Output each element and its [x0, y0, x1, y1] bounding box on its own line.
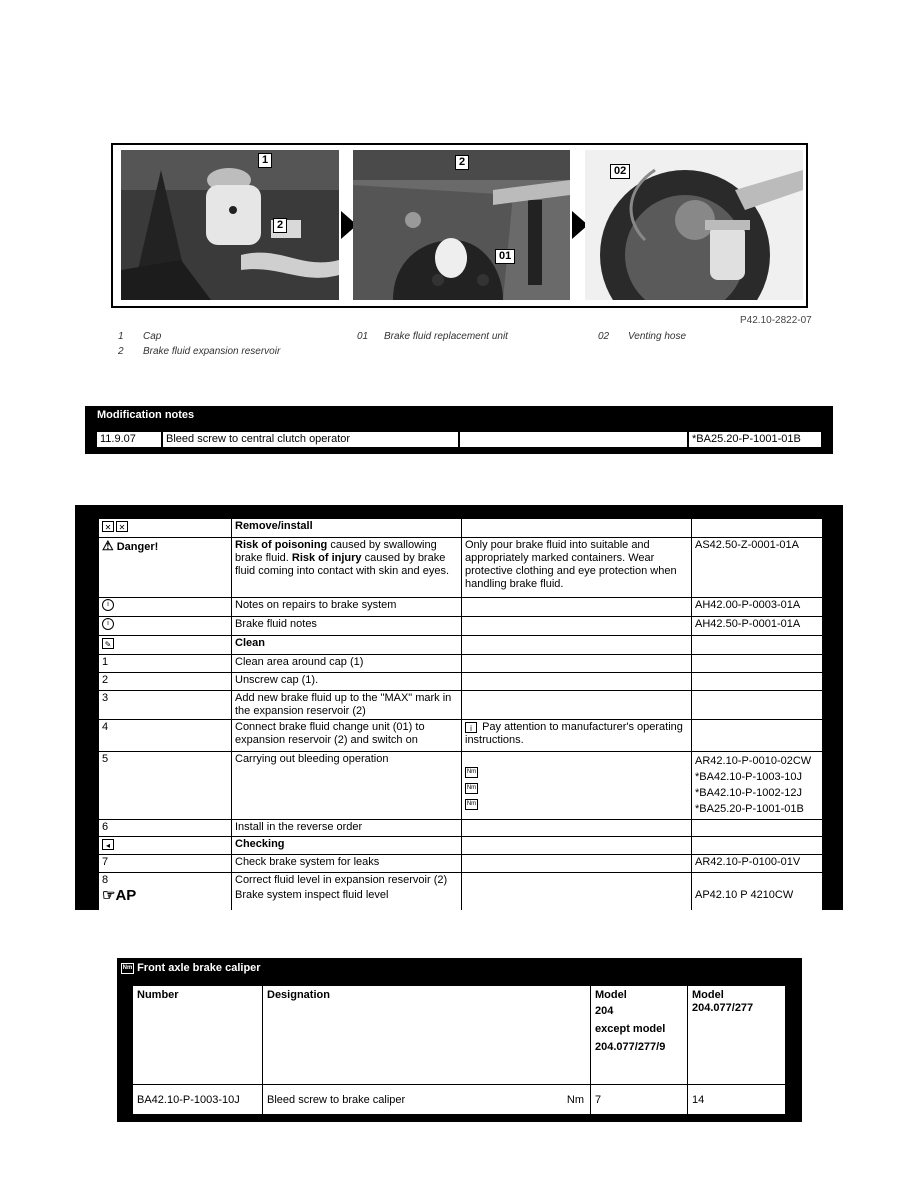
cell-empty [462, 837, 691, 854]
step-8-note [462, 873, 691, 910]
cell-icon [99, 636, 231, 654]
cell-notes-repairs-ref: AH42.00-P-0003-01A [692, 598, 822, 616]
step-6-text: Install in the reverse order [232, 820, 461, 836]
step-3-num: 3 [99, 691, 231, 719]
model-2-a: 204.077/277 [692, 1002, 754, 1014]
row-unit: Nm [566, 1094, 584, 1106]
step-2-note [462, 673, 691, 690]
legend-text-02: Venting hose [628, 331, 687, 342]
step-5-ref-1: AR42.10-P-0010-02CW [695, 755, 812, 767]
step-1-note [462, 655, 691, 672]
cell-danger-ref: AS42.50-Z-0001-01A [692, 538, 822, 597]
torque-icon: Nm [465, 799, 478, 810]
cell-danger [99, 538, 231, 597]
step-7-ref: AR42.10-P-0100-01V [692, 855, 822, 872]
warning-icon: ⚠ [102, 538, 114, 553]
checking-icon: ◂ [102, 839, 114, 850]
step-2-num: 2 [99, 673, 231, 690]
cell-danger-note: Only pour brake fluid into suitable and appropriately marked containers. Wear protective clothing and eye protection when handling brake fluid. [462, 538, 691, 597]
step-2-text: Unscrew cap (1). [232, 673, 461, 690]
info-circle-icon: i [102, 599, 114, 611]
cell-empty [462, 617, 691, 635]
cell-fluid-notes-ref: AH42.50-P-0001-01A [692, 617, 822, 635]
model-1-a: 204 [595, 1005, 614, 1017]
risk-poisoning-rest: caused by swallowing brake fluid. [235, 539, 437, 564]
cell-remove-install: Remove/install [232, 519, 461, 537]
model-2-label: Model [692, 989, 724, 1001]
cell-empty [692, 519, 822, 537]
risk-injury-rest: caused by brake fluid coming into contact with skin and eyes. [235, 552, 450, 577]
model-1-label: Model [595, 989, 627, 1001]
step-8-text: Correct fluid level in expansion reservoir (2) [235, 874, 448, 886]
remove-icon: ✕ [102, 521, 114, 532]
step-7-note [462, 855, 691, 872]
legend-text-2: Brake fluid expansion reservoir [143, 346, 281, 357]
label-hose: 02 [610, 164, 630, 179]
step-4-note: Pay attention to manufacturer's operating instructions. [465, 721, 683, 746]
step-8-sub: Brake system inspect fluid level [235, 889, 389, 901]
mod-text: Bleed screw to central clutch operator [162, 431, 459, 448]
risk-injury: Risk of injury [291, 552, 362, 564]
torque-icon: Nm [465, 783, 478, 794]
info-circle-icon: i [102, 618, 114, 630]
cell-empty [692, 636, 822, 654]
cell-empty [692, 837, 822, 854]
cell-icon [99, 837, 231, 854]
row-designation: Bleed screw to brake caliper [267, 1094, 406, 1106]
step-5-text: Carrying out bleeding operation [232, 752, 461, 819]
cell-empty [462, 519, 691, 537]
cell-icons [99, 519, 231, 537]
step-6-num: 6 [99, 820, 231, 836]
legend-num-02: 02 [598, 331, 610, 342]
legend-text-1: Cap [143, 331, 162, 342]
legend-num-01: 01 [357, 331, 369, 342]
step-5-ref-4: *BA25.20-P-1001-01B [695, 803, 804, 815]
model-1-b: except model [595, 1023, 666, 1035]
step-6-ref [692, 820, 822, 836]
label-reservoir: 2 [273, 218, 287, 233]
cell-empty [462, 598, 691, 616]
label-reservoir-2: 2 [455, 155, 469, 170]
step-1-ref [692, 655, 822, 672]
photo-reservoir-image [121, 150, 339, 300]
modification-notes [85, 406, 833, 454]
step-7-text: Check brake system for leaks [232, 855, 461, 872]
step-3-text: Add new brake fluid up to the "MAX" mark in the expansion reservoir (2) [232, 691, 461, 719]
pointing-hand-icon: ☞ [102, 887, 116, 904]
torque-table [117, 958, 802, 1122]
legend-text-01: Brake fluid replacement unit [384, 331, 508, 342]
torque-icon: Nm [121, 963, 134, 974]
row-number: BA42.10-P-1003-10J [133, 1085, 262, 1114]
step-5-ref-3: *BA42.10-P-1002-12J [695, 787, 803, 799]
torque-icon: Nm [465, 767, 478, 778]
modification-notes-title: Modification notes [97, 409, 195, 421]
torque-title: Front axle brake caliper [137, 962, 261, 974]
step-8-text-cell [232, 873, 461, 910]
cell-icon [99, 598, 231, 616]
ap-label: AP [115, 887, 137, 904]
model-1-c: 204.077/277/9 [595, 1041, 666, 1053]
info-icon: i [465, 722, 477, 733]
step-4-note-cell [462, 720, 691, 751]
step-5-note [462, 752, 691, 819]
procedure-table [75, 505, 843, 910]
step-1-text: Clean area around cap (1) [232, 655, 461, 672]
cell-clean: Clean [232, 636, 461, 654]
header-designation: Designation [263, 986, 590, 1084]
legend-num-1: 1 [118, 331, 124, 342]
cell-icon [99, 617, 231, 635]
label-cap: 1 [258, 153, 272, 168]
legend-num-2: 2 [118, 346, 124, 357]
danger-label: Danger! [116, 541, 159, 553]
cell-danger-text [232, 538, 461, 597]
step-8-ref: AP42.10 P 4210CW [695, 889, 794, 901]
step-4-num: 4 [99, 720, 231, 751]
mod-ref: *BA25.20-P-1001-01B [688, 431, 822, 448]
step-4-text: Connect brake fluid change unit (01) to expansion reservoir (2) and switch on [232, 720, 461, 751]
step-3-note [462, 691, 691, 719]
photo-bleeding-unit [353, 150, 570, 300]
step-5-refs [692, 752, 822, 819]
clean-icon: ✎ [102, 638, 114, 649]
row-designation-cell [263, 1085, 590, 1114]
step-5-num: 5 [99, 752, 231, 819]
cell-notes-repairs: Notes on repairs to brake system [232, 598, 461, 616]
label-unit: 01 [495, 249, 515, 264]
procedure-figure [111, 143, 808, 308]
header-model-2 [688, 986, 785, 1084]
step-2-ref [692, 673, 822, 690]
row-value-1: 7 [591, 1085, 687, 1114]
step-5-ref-2: *BA42.10-P-1003-10J [695, 771, 803, 783]
photo-reservoir [121, 150, 339, 300]
step-8-ref-cell [692, 873, 822, 910]
step-7-num: 7 [99, 855, 231, 872]
risk-poisoning: Risk of poisoning [235, 539, 328, 551]
cell-fluid-notes: Brake fluid notes [232, 617, 461, 635]
photo-bleeding-unit-image [353, 150, 570, 300]
step-4-ref [692, 720, 822, 751]
step-3-ref [692, 691, 822, 719]
mod-empty [459, 431, 688, 448]
install-icon: ✕ [116, 521, 128, 532]
step-8-num-cell [99, 873, 231, 910]
cell-checking: Checking [232, 837, 461, 854]
figure-id: P42.10-2822-07 [740, 315, 812, 326]
row-value-2: 14 [688, 1085, 785, 1114]
header-model-1 [591, 986, 687, 1084]
step-6-note [462, 820, 691, 836]
step-1-num: 1 [99, 655, 231, 672]
step-8-num: 8 [102, 874, 109, 886]
cell-empty [462, 636, 691, 654]
mod-date: 11.9.07 [96, 431, 162, 448]
header-number: Number [133, 986, 262, 1084]
